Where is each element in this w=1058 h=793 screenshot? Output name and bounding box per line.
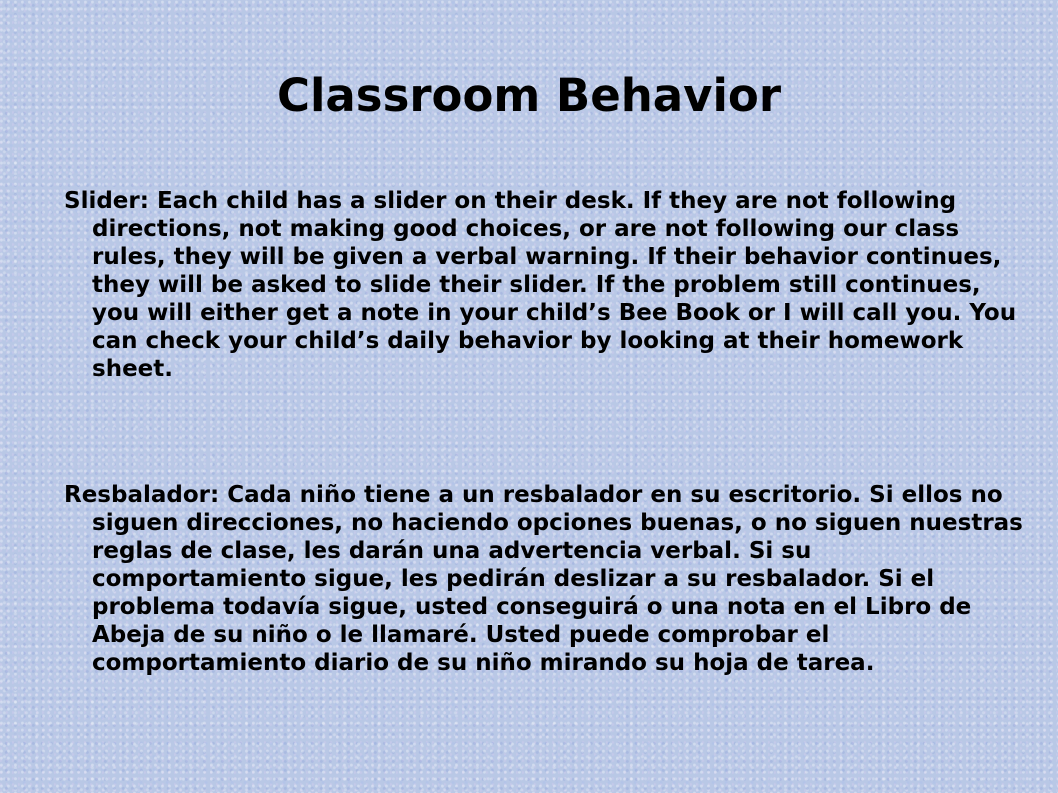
slider-policy-spanish: Resbalador: Cada niño tiene a un resbalador en su escritorio. Si ellos no siguen direcciones, no haciendo opciones buenas, o no siguen nuestras reglas de clase, les darán una advertencia verbal. Si su comportamiento sigue, les pedirán deslizar a su resbalador. Si el problema todavía sigue, usted conseguirá o una nota en el Libro de Abeja de su niño o le llamaré. Usted puede comprobar el comportamiento diario de su niño mirando su hoja de tarea. xyxy=(64,482,1023,676)
slide-title: Classroom Behavior xyxy=(276,69,782,122)
slider-policy-english: Slider: Each child has a slider on their desk. If they are not following directions, not making good choices, or are not following our class rules, they will be given a verbal warning. If their behavior continues, they will be asked to slide their slider. If the problem still continues, you will either get a note in your child’s Bee Book or I will call you. You can check your child’s daily behavior by looking at their homework sheet. xyxy=(64,188,1017,382)
